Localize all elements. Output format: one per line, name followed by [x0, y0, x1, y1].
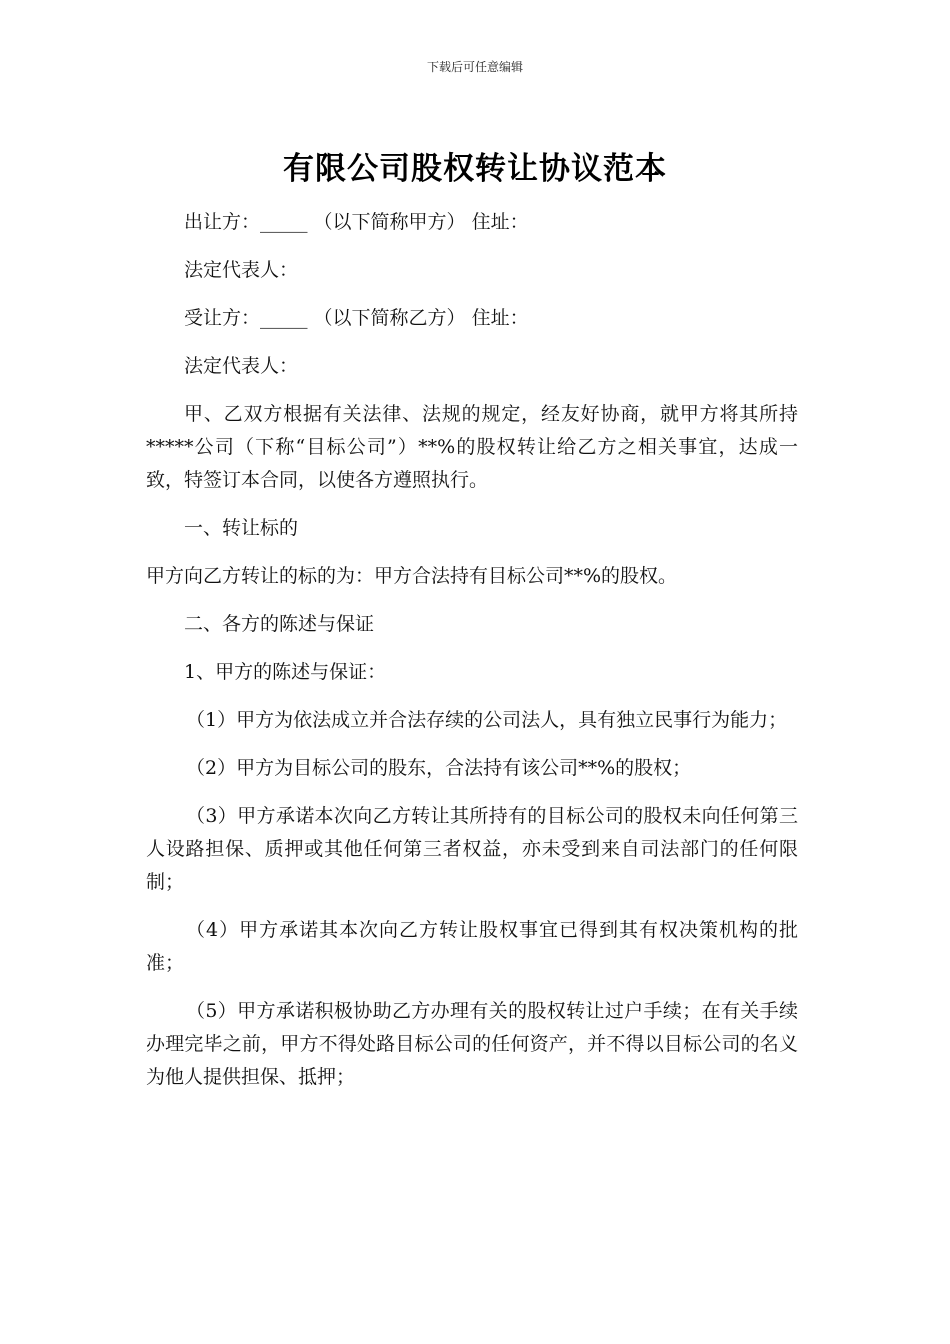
preamble-paragraph: 甲、乙双方根据有关法律、法规的规定，经友好协商，就甲方将其所持*****公司（下称“目标公司”）**%的股权转让给乙方之相关事宜，达成一致，特签订本合同，以使各方遵照执行。 — [146, 403, 798, 491]
section-heading-1: 一、转让标的 — [184, 517, 299, 539]
party-a-representative: 法定代表人： — [184, 259, 299, 281]
document-title: 有限公司股权转让协议范本 — [283, 151, 667, 187]
header-note: 下载后可任意编辑 — [426, 60, 523, 74]
party-b-line: 受让方：_____ （以下简称乙方） 住址： — [184, 307, 529, 329]
document-body — [146, 206, 798, 1109]
party-b-representative: 法定代表人： — [184, 355, 299, 377]
transfer-subject-paragraph: 甲方向乙方转让的标的为：甲方合法持有目标公司**%的股权。 — [146, 565, 678, 587]
subsection-heading-1: 1、甲方的陈述与保证： — [184, 661, 387, 683]
section-heading-2: 二、各方的陈述与保证 — [184, 613, 375, 635]
clause-4: （4）甲方承诺其本次向乙方转让股权事宜已得到其有权决策机构的批准； — [146, 919, 798, 974]
clause-1: （1）甲方为依法成立并合法存续的公司法人，具有独立民事行为能力； — [186, 709, 788, 731]
clause-5: （5）甲方承诺积极协助乙方办理有关的股权转让过户手续；在有关手续办理完毕之前，甲方不得处路目标公司的任何资产，并不得以目标公司的名义为他人提供担保、抵押； — [146, 1000, 798, 1088]
clause-3: （3）甲方承诺本次向乙方转让其所持有的目标公司的股权未向任何第三人设路担保、质押或其他任何第三者权益，亦未受到来自司法部门的任何限制； — [146, 805, 798, 893]
clause-2: （2）甲方为目标公司的股东，合法持有该公司**%的股权； — [186, 757, 692, 779]
party-a-line: 出让方：_____ （以下简称甲方） 住址： — [184, 211, 529, 233]
